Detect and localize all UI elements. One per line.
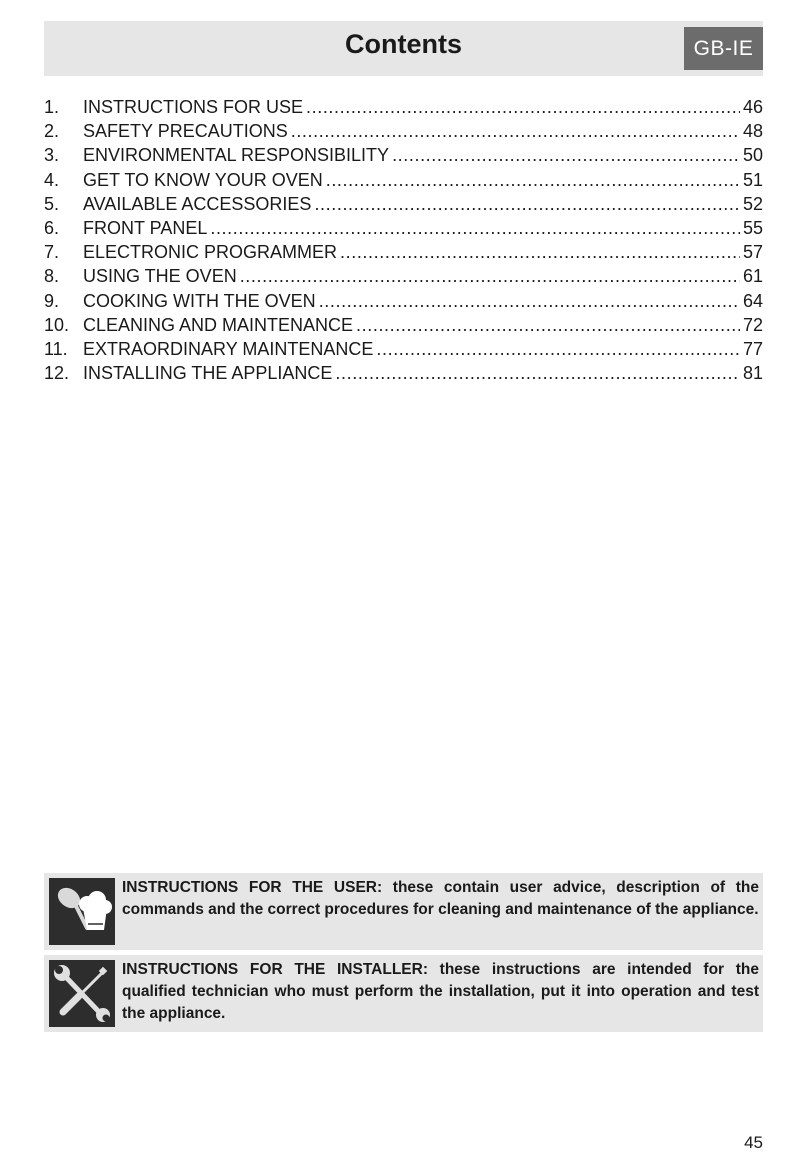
toc-dot-leader (240, 264, 740, 288)
toc-dot-leader (314, 192, 740, 216)
toc-entry-page: 72 (742, 314, 763, 335)
toc-entry-title: COOKING WITH THE OVEN (83, 290, 316, 311)
page-title: Contents (345, 29, 462, 59)
toc-entry-page: 50 (742, 145, 763, 166)
toc-entry-title: USING THE OVEN (83, 266, 237, 287)
toc-entry-page: 57 (742, 242, 763, 263)
toc-entry-number: 5. (44, 193, 60, 214)
toc-dot-leader (326, 168, 740, 192)
toc-entry (44, 337, 763, 361)
installer-instructions-text: INSTRUCTIONS FOR THE INSTALLER: these instructions are intended for the qualified technician who must perform the installation, put it into operation and test the appliance. (122, 961, 759, 1022)
toc-entry-number: 10. (44, 314, 70, 335)
toc-entry-page: 55 (742, 217, 763, 238)
toc-entry-number: 4. (44, 169, 60, 190)
toc-dot-leader (291, 119, 740, 143)
toc-dot-leader (392, 143, 740, 167)
header-bar (44, 21, 763, 76)
toc-dot-leader (376, 337, 740, 361)
toc-entry (44, 289, 763, 313)
toc-entry-page: 77 (742, 338, 763, 359)
toc-entry (44, 216, 763, 240)
language-badge: GB-IE (684, 27, 763, 70)
user-instructions-text: INSTRUCTIONS FOR THE USER: these contain user advice, description of the commands and the correct procedures for cleaning and maintenance of the appliance. (122, 879, 759, 918)
toc-entry (44, 95, 763, 119)
toc-entry (44, 264, 763, 288)
toc-entry-title: ELECTRONIC PROGRAMMER (83, 242, 338, 263)
chef-hat-spoon-icon (49, 878, 115, 945)
wrench-screwdriver-icon (49, 960, 115, 1027)
toc-entry-page: 52 (742, 193, 763, 214)
toc-dot-leader (356, 313, 740, 337)
toc-entry-page: 64 (742, 290, 763, 311)
toc-entry-title: INSTRUCTIONS FOR USE (83, 97, 304, 117)
toc-entry-title: FRONT PANEL (83, 217, 208, 238)
toc-dot-leader (319, 289, 740, 313)
toc-entry-title: SAFETY PRECAUTIONS (83, 121, 288, 142)
toc-entry-number: 11. (44, 338, 68, 359)
user-instructions-note (44, 873, 763, 950)
toc-entry (44, 119, 763, 143)
toc-dot-leader (210, 216, 740, 240)
toc-entry-number: 9. (44, 290, 60, 311)
toc-dot-leader (340, 240, 740, 264)
toc-entry-number: 3. (44, 145, 60, 166)
toc-entry-page: 61 (742, 266, 763, 287)
toc-dot-leader (306, 95, 740, 119)
toc-entry-page: 51 (742, 169, 763, 190)
toc-entry (44, 240, 763, 264)
toc-entry-page: 48 (742, 121, 763, 142)
toc-entry-page: 46 (742, 97, 763, 117)
toc-entry (44, 313, 763, 337)
toc-entry (44, 168, 763, 192)
installer-instructions-note (44, 955, 763, 1032)
toc-entry-number: 6. (44, 217, 60, 238)
toc-entry-number: 1. (44, 97, 60, 117)
toc-entry-number: 7. (44, 242, 60, 263)
toc-entry (44, 192, 763, 216)
page-number: 45 (744, 1133, 763, 1152)
toc-entry-page: 81 (742, 363, 763, 384)
toc-entry-title: CLEANING AND MAINTENANCE (83, 314, 354, 335)
toc-dot-leader (335, 361, 740, 385)
toc-entry-title: GET TO KNOW YOUR OVEN (83, 169, 323, 190)
toc-entry-number: 8. (44, 266, 60, 287)
table-of-contents (44, 95, 763, 385)
toc-entry-title: EXTRAORDINARY MAINTENANCE (83, 338, 374, 359)
toc-entry-title: AVAILABLE ACCESSORIES (83, 193, 312, 214)
toc-entry (44, 361, 763, 385)
toc-entry (44, 143, 763, 167)
toc-entry-title: INSTALLING THE APPLIANCE (83, 363, 333, 384)
toc-entry-number: 2. (44, 121, 60, 142)
toc-entry-number: 12. (44, 363, 70, 384)
toc-entry-title: ENVIRONMENTAL RESPONSIBILITY (83, 145, 390, 166)
